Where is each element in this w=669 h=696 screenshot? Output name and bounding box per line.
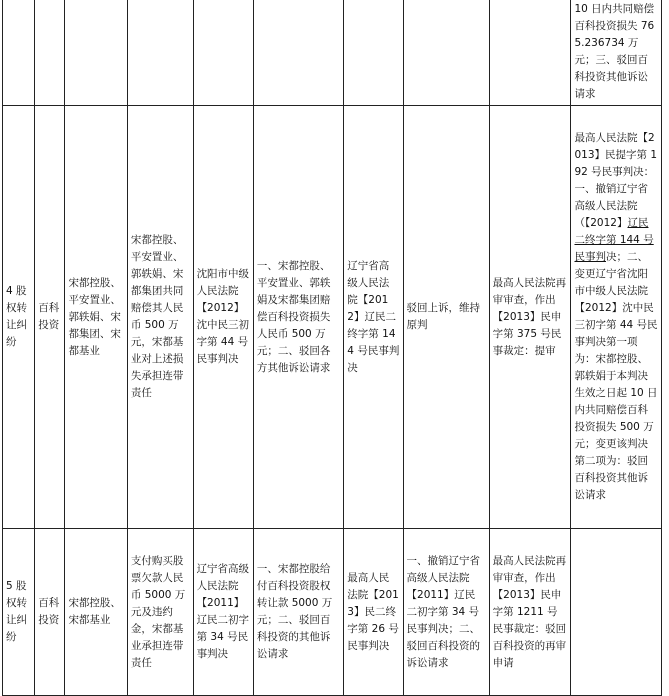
second-judgment-cell bbox=[344, 0, 403, 106]
litigation-table bbox=[2, 0, 662, 696]
case-no-dispute-cell: 5 股权转让纠纷 bbox=[3, 529, 35, 696]
appeal-claims-cell: 一、宋都控股、平安置业、郭轶娟及宋都集团赔偿百科投资损失人民币 500 万元；二、驳回各方其他诉讼请求 bbox=[253, 106, 343, 529]
retrial-result-text-a: 最高人民法院【2013】民提字第 192 号民事判决：一、撤销辽宁省高级人民法院（【2012】 bbox=[574, 132, 658, 229]
defendants-cell: 宋都控股、宋都基业 bbox=[65, 529, 127, 696]
second-result-cell: 一、撤销辽宁省高级人民法院【2011】辽民二初字第 34 号民事判决；二、驳回百科投资的诉讼请求 bbox=[403, 529, 489, 696]
table-row bbox=[3, 106, 662, 529]
second-judgment-cell: 最高人民法院【2013】民二终字第 26 号民事判决 bbox=[344, 529, 403, 696]
retrial-cell bbox=[489, 0, 571, 106]
first-judgment-cell bbox=[193, 0, 253, 106]
plaintiff-cell: 百科投资 bbox=[35, 529, 65, 696]
second-result-cell: 驳回上诉，维持原判 bbox=[403, 106, 489, 529]
case-no-dispute-cell bbox=[3, 0, 35, 106]
first-judgment-cell: 辽宁省高级人民法院【2011】辽民二初字第 34 号民事判决 bbox=[193, 529, 253, 696]
appeal-claims-cell bbox=[253, 0, 343, 106]
case-no-dispute-cell: 4 股权转让纠纷 bbox=[3, 106, 35, 529]
retrial-result-text-b: 决；二、变更辽宁省沈阳市中级人民法院【2012】沈中民三初字第 44 号民事判决第一项为：宋都控股、郭轶娟于本判决生效之日起 10 日内共同赔偿百科投资损失 500 万元；变更该判决第二项为：驳回百科投资其他诉讼请求 bbox=[574, 251, 658, 501]
table-row bbox=[3, 529, 662, 696]
second-result-cell bbox=[403, 0, 489, 106]
retrial-result-cell bbox=[571, 106, 662, 529]
first-judgment-cell: 沈阳市中级人民法院【2012】沈中民三初字第 44 号民事判决 bbox=[193, 106, 253, 529]
claims-cell: 支付购买股票欠款人民币 5000 万元及违约金，宋都基业承担连带责任 bbox=[127, 529, 193, 696]
plaintiff-cell: 百科投资 bbox=[35, 106, 65, 529]
retrial-result-cell: 10 日内共同赔偿百科投资损失 765.236734 万元；三、驳回百科投资其他诉讼请求 bbox=[571, 0, 662, 106]
defendants-cell: 宋都控股、平安置业、郭轶娟、宋都集团、宋都基业 bbox=[65, 106, 127, 529]
retrial-result-cell bbox=[571, 529, 662, 696]
appeal-claims-cell: 一、宋都控股给付百科投资股权转让款 5000 万元；二、驳回百科投资的其他诉讼请求 bbox=[253, 529, 343, 696]
table-row bbox=[3, 0, 662, 106]
retrial-result-underlined: 辽民二终字第 144 号民事判 bbox=[574, 217, 654, 263]
claims-cell: 宋都控股、平安置业、郭轶娟、宋都集团共同赔偿其人民币 500 万元，宋都基业对上述损失承担连带责任 bbox=[127, 106, 193, 529]
plaintiff-cell bbox=[35, 0, 65, 106]
claims-cell bbox=[127, 0, 193, 106]
retrial-cell: 最高人民法院再审审查，作出【2013】民申字第 1211 号民事裁定：驳回百科投资的再审申请 bbox=[489, 529, 571, 696]
defendants-cell bbox=[65, 0, 127, 106]
second-judgment-cell: 辽宁省高级人民法院【2012】辽民二终字第 144 号民事判决 bbox=[344, 106, 403, 529]
retrial-cell: 最高人民法院再审审查，作出【2013】民申字第 375 号民事裁定：提审 bbox=[489, 106, 571, 529]
